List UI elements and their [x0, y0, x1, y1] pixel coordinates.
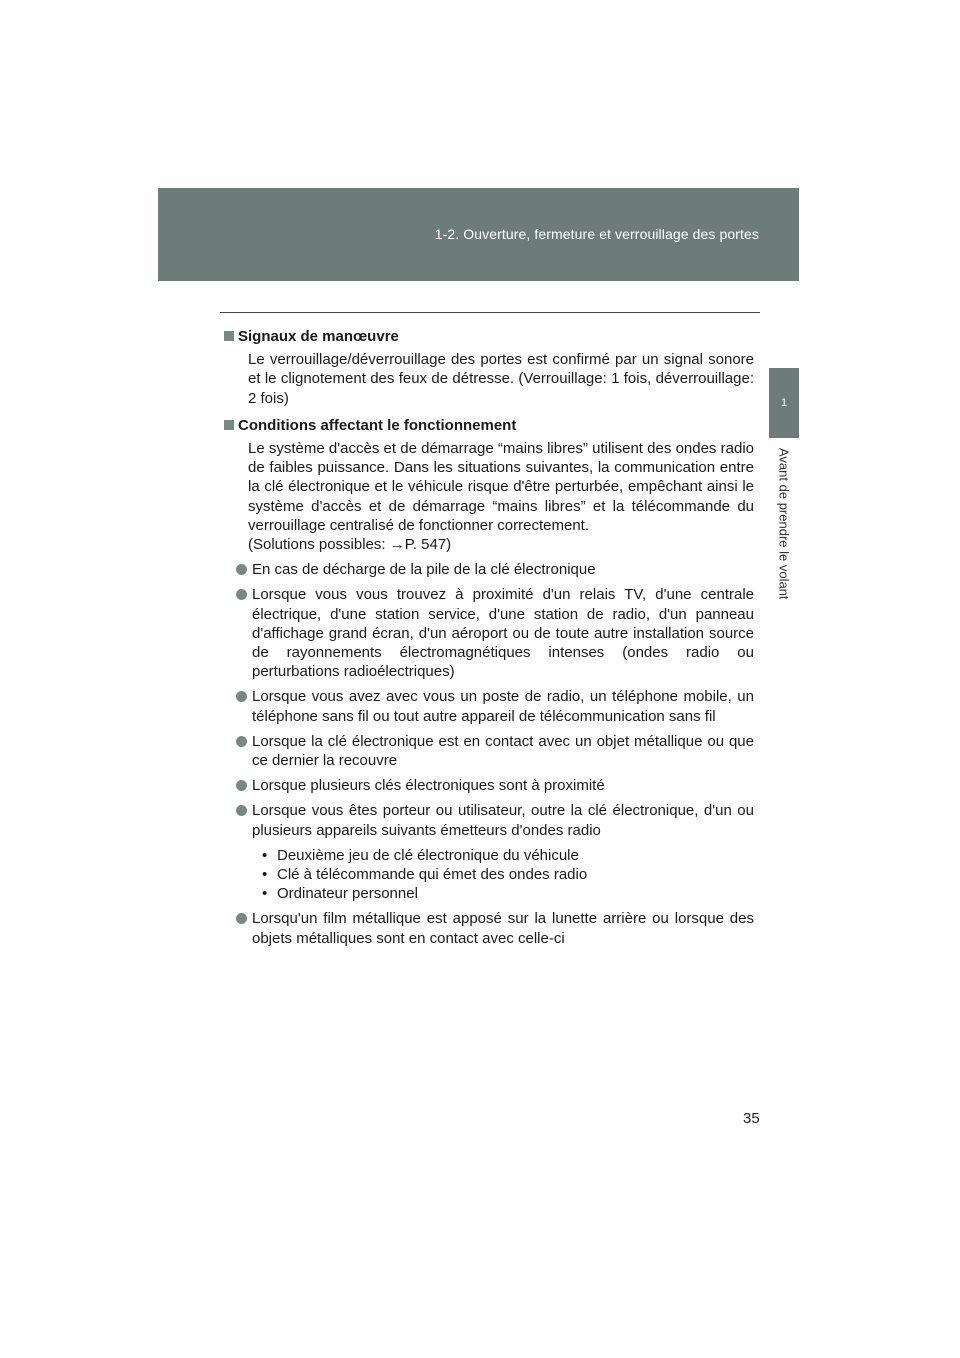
list-item: Lorsque vous avez avec vous un poste de radio, un téléphone mobile, un téléphone sans fil ou tout autre appareil de télécommunication sans fil — [236, 687, 754, 725]
round-bullet-icon — [236, 805, 247, 816]
page-number: 35 — [743, 1110, 760, 1127]
sub-bullet-icon: • — [262, 866, 268, 884]
round-bullet-icon — [236, 780, 247, 791]
chapter-tab — [769, 368, 799, 438]
round-bullet-icon — [236, 736, 247, 747]
heading-text: Conditions affectant le fonctionnement — [238, 416, 517, 434]
sub-bullet-icon: • — [262, 885, 268, 903]
square-bullet-icon — [224, 331, 234, 341]
list-item: Lorsque plusieurs clés électroniques sont à proximité — [236, 776, 754, 795]
reference-link: (Solutions possibles: →P. 547) — [248, 536, 452, 554]
round-bullet-icon — [236, 564, 247, 575]
conditions-list — [236, 560, 754, 948]
list-item: Lorsqu'un film métallique est apposé sur la lunette arrière ou lorsque des objets métalliques sont en contact avec celle-ci — [236, 909, 754, 947]
sub-list-item: • Ordinateur personnel — [262, 885, 418, 903]
heading-text: Signaux de manœuvre — [238, 328, 399, 345]
list-item: Lorsque vous êtes porteur ou utilisateur, outre la clé électronique, d'un ou plusieurs appareils suivants émetteurs d'ondes radio • Deuxième jeu de clé électronique du véhicule • Clé à télécommande qui émet des ondes radio • Ordinateur personnel — [236, 801, 754, 903]
chapter-number: 1 — [780, 397, 788, 409]
list-item: Lorsque la clé électronique est en contact avec un objet métallique ou que ce dernier la recouvre — [236, 732, 754, 770]
sub-list-item: • Deuxième jeu de clé électronique du véhicule — [262, 846, 579, 864]
list-item: En cas de décharge de la pile de la clé électronique — [236, 560, 754, 579]
section-heading-signals — [224, 327, 754, 346]
paragraph-signals: Le verrouillage/déverrouillage des portes est confirmé par un signal sonore et le clignotement des feux de détresse. (Verrouillage: 1 fois, déverrouillage: 2 fois) — [248, 351, 754, 407]
sub-list-item: • Clé à télécommande qui émet des ondes radio — [262, 866, 588, 884]
sub-list — [262, 846, 754, 904]
sub-bullet-icon: • — [262, 846, 268, 864]
paragraph-conditions: Le système d'accès et de démarrage “mains libres” utilisent des ondes radio de faibles puissance. Dans les situations suivantes, la communication entre la clé électronique et le véhicule risque d'être perturbée, empêchant ainsi le système d'accès et de démarrage “mains libres” et la télécommande du verrouillage centralisé de fonctionner correctement. — [248, 440, 754, 534]
round-bullet-icon — [236, 691, 247, 702]
list-item: Lorsque vous vous trouvez à proximité d'un relais TV, d'une centrale électrique, d'une station service, d'une station de radio, d'un panneau d'affichage grand écran, d'un aéroport ou de toute autre installation source de rayonnements électromagnétiques intenses (ondes radio ou perturbations radioélectriques) — [236, 585, 754, 681]
round-bullet-icon — [236, 913, 247, 924]
page-content — [224, 327, 754, 954]
chapter-title: Avant de prendre le volant — [776, 448, 792, 600]
header-band — [158, 188, 799, 281]
square-bullet-icon — [224, 420, 234, 430]
section-title: 1-2. Ouverture, fermeture et verrouillage des portes — [434, 226, 759, 242]
top-divider — [220, 312, 760, 313]
section-heading-conditions — [224, 416, 754, 435]
round-bullet-icon — [236, 589, 247, 600]
